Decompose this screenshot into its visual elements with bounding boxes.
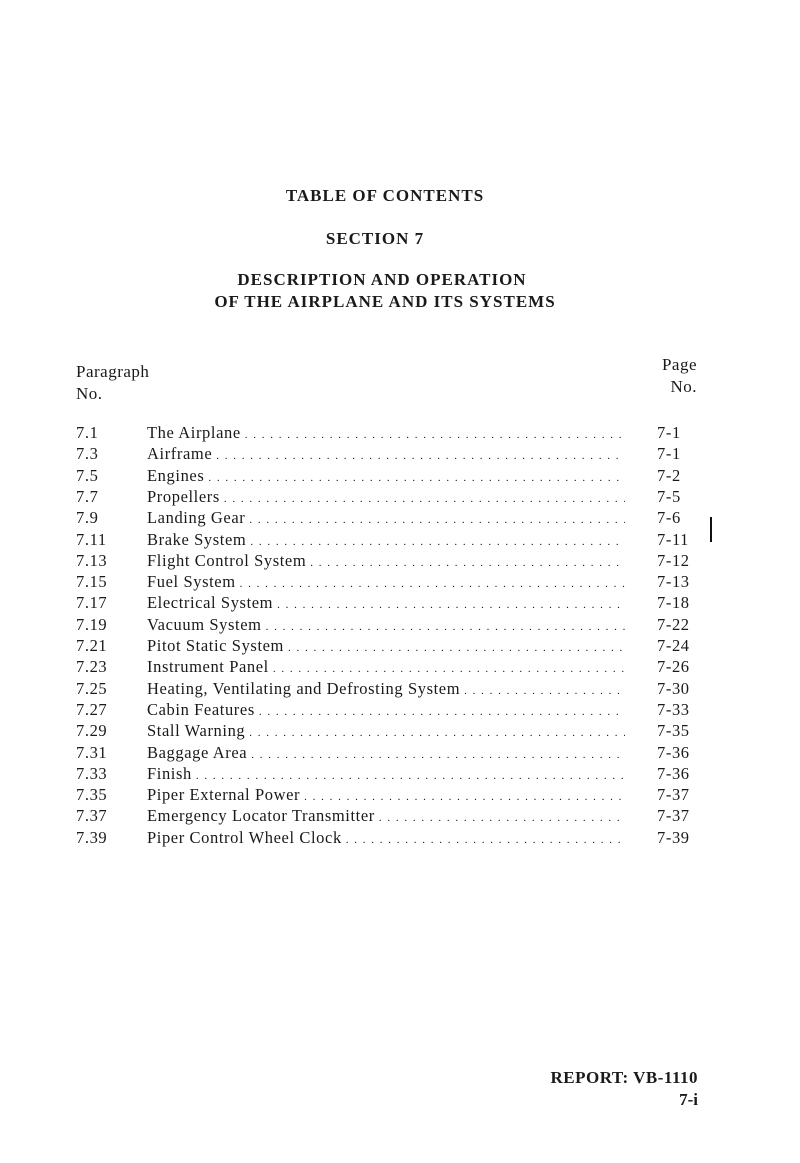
toc-entry-page: 7-12: [657, 550, 690, 570]
toc-entry: [0, 487, 800, 508]
toc-entry-title: [147, 700, 625, 720]
toc-entry-page: 7-30: [657, 678, 690, 698]
toc-entry-title: [147, 551, 625, 571]
toc-entry-number: 7.3: [76, 444, 99, 464]
paragraph-header-line1: Paragraph: [76, 362, 150, 381]
toc-entry: [0, 721, 800, 742]
toc-entry-title: [147, 466, 625, 486]
toc-entry-title: [147, 593, 625, 613]
toc-entry-title-text: Cabin Features: [147, 700, 259, 719]
toc-entry-page: 7-6: [657, 508, 681, 528]
toc-entry: [0, 679, 800, 700]
toc-entry-title: [147, 636, 625, 656]
toc-entry-number: 7.11: [76, 529, 107, 549]
toc-entry-page: 7-26: [657, 657, 690, 677]
toc-entry-title: [147, 444, 625, 464]
toc-entry-title: [147, 743, 625, 763]
toc-entry-title: [147, 572, 625, 592]
toc-entry-title: [147, 423, 625, 443]
toc-entry-number: 7.9: [76, 508, 99, 528]
page-column-header: [655, 354, 697, 398]
toc-entry: [0, 615, 800, 636]
section-description-line1: DESCRIPTION AND OPERATION: [237, 270, 527, 289]
toc-entry: [0, 743, 800, 764]
toc-entry: [0, 551, 800, 572]
page-number: 7-i: [679, 1090, 698, 1109]
toc-entry-number: 7.27: [76, 699, 108, 719]
section-heading: SECTION 7: [325, 229, 425, 248]
toc-entry-title: [147, 657, 625, 677]
toc-entry-title-text: The Airplane: [147, 423, 245, 442]
toc-entry-title-text: Fuel System: [147, 572, 240, 591]
toc-entry-title: [147, 530, 625, 550]
toc-entry: [0, 785, 800, 806]
toc-entry-number: 7.33: [76, 763, 108, 783]
toc-entry-title: [147, 679, 625, 699]
toc-entry-page: 7-5: [657, 486, 681, 506]
toc-entry-number: 7.21: [76, 636, 108, 655]
toc-entry: [0, 423, 800, 444]
toc-entry-page: 7-37: [657, 806, 690, 826]
toc-entry-page: 7-22: [657, 614, 690, 634]
revision-change-bar: [710, 517, 712, 542]
toc-entry-title-text: Engines: [147, 466, 208, 485]
toc-entry-title: [147, 508, 625, 528]
toc-entry-number: 7.13: [76, 550, 108, 570]
toc-entry-number: 7.39: [76, 827, 108, 847]
toc-entry-title-text: Piper External Power: [147, 785, 304, 804]
toc-entry-number: 7.15: [76, 572, 108, 592]
toc-entry-title-text: Electrical System: [147, 593, 277, 612]
toc-entry-title-text: Heating, Ventilating and Defrosting System: [147, 679, 464, 698]
toc-entry-number: 7.35: [76, 785, 108, 805]
paragraph-column-header: [76, 361, 149, 405]
report-number: REPORT: VB-1110: [550, 1068, 698, 1087]
toc-entry: [0, 657, 800, 678]
toc-entry-title: [147, 615, 625, 635]
toc-entry-page: 7-11: [657, 529, 690, 549]
toc-entry-page: 7-24: [657, 636, 690, 655]
toc-entry-title-text: Landing Gear: [147, 508, 249, 527]
toc-entry: [0, 806, 800, 827]
toc-entry-number: 7.5: [76, 465, 99, 485]
page-header-line2: No.: [670, 377, 697, 396]
toc-entry-page: 7-18: [657, 593, 690, 613]
toc-entry-number: 7.23: [76, 657, 108, 677]
toc-entry-title: [147, 828, 625, 848]
toc-entry: [0, 444, 800, 465]
toc-entry: [0, 828, 800, 849]
toc-entry-number: 7.25: [76, 678, 108, 698]
toc-entry-page: 7-1: [657, 423, 681, 442]
toc-entry-number: 7.7: [76, 486, 99, 506]
toc-entry-number: 7.31: [76, 742, 108, 762]
toc-entry-title: [147, 785, 625, 805]
toc-entry-page: 7-1: [657, 444, 681, 464]
toc-entry-number: 7.17: [76, 593, 108, 613]
toc-title: TABLE OF CONTENTS: [285, 186, 485, 205]
toc-entry-title-text: Pitot Static System: [147, 636, 288, 655]
toc-entry-title-text: Emergency Locator Transmitter: [147, 806, 379, 825]
toc-entry-page: 7-2: [657, 465, 681, 485]
toc-entry-page: 7-36: [657, 763, 690, 783]
toc-entry-title-text: Stall Warning: [147, 721, 249, 740]
toc-entry-page: 7-37: [657, 785, 690, 805]
toc-entry-page: 7-35: [657, 721, 690, 741]
toc-entry-title-text: Flight Control System: [147, 551, 310, 570]
toc-entry: [0, 593, 800, 614]
toc-entry-title-text: Airframe: [147, 444, 216, 463]
toc-entry-title-text: Instrument Panel: [147, 657, 273, 676]
toc-entry-number: 7.19: [76, 614, 108, 634]
section-description-line2: OF THE AIRPLANE AND ITS SYSTEMS: [214, 292, 556, 311]
toc-entry: [0, 700, 800, 721]
toc-entry-page: 7-33: [657, 699, 690, 719]
toc-entry-title-text: Brake System: [147, 530, 250, 549]
toc-entry-title: [147, 721, 625, 741]
toc-entry-title: [147, 487, 625, 507]
toc-entry-title-text: Finish: [147, 764, 196, 783]
toc-entry: [0, 530, 800, 551]
toc-entry: [0, 636, 800, 657]
toc-entry-number: 7.37: [76, 806, 108, 826]
toc-entry: [0, 466, 800, 487]
toc-entry-number: 7.1: [76, 423, 99, 442]
toc-entry: [0, 572, 800, 593]
page-header-line1: Page: [661, 355, 697, 374]
toc-entry-title-text: Propellers: [147, 487, 224, 506]
toc-entry-title: [147, 764, 625, 784]
toc-entry: [0, 764, 800, 785]
toc-entry-title: [147, 806, 625, 826]
toc-entry: [0, 508, 800, 529]
toc-entry-number: 7.29: [76, 721, 108, 741]
toc-entry-page: 7-39: [657, 827, 690, 847]
toc-entry-page: 7-36: [657, 742, 690, 762]
toc-entry-title-text: Piper Control Wheel Clock: [147, 828, 346, 847]
paragraph-header-line2: No.: [76, 384, 103, 403]
toc-entry-title-text: Vacuum System: [147, 615, 266, 634]
toc-entry-title-text: Baggage Area: [147, 743, 251, 762]
toc-entry-page: 7-13: [657, 572, 690, 592]
